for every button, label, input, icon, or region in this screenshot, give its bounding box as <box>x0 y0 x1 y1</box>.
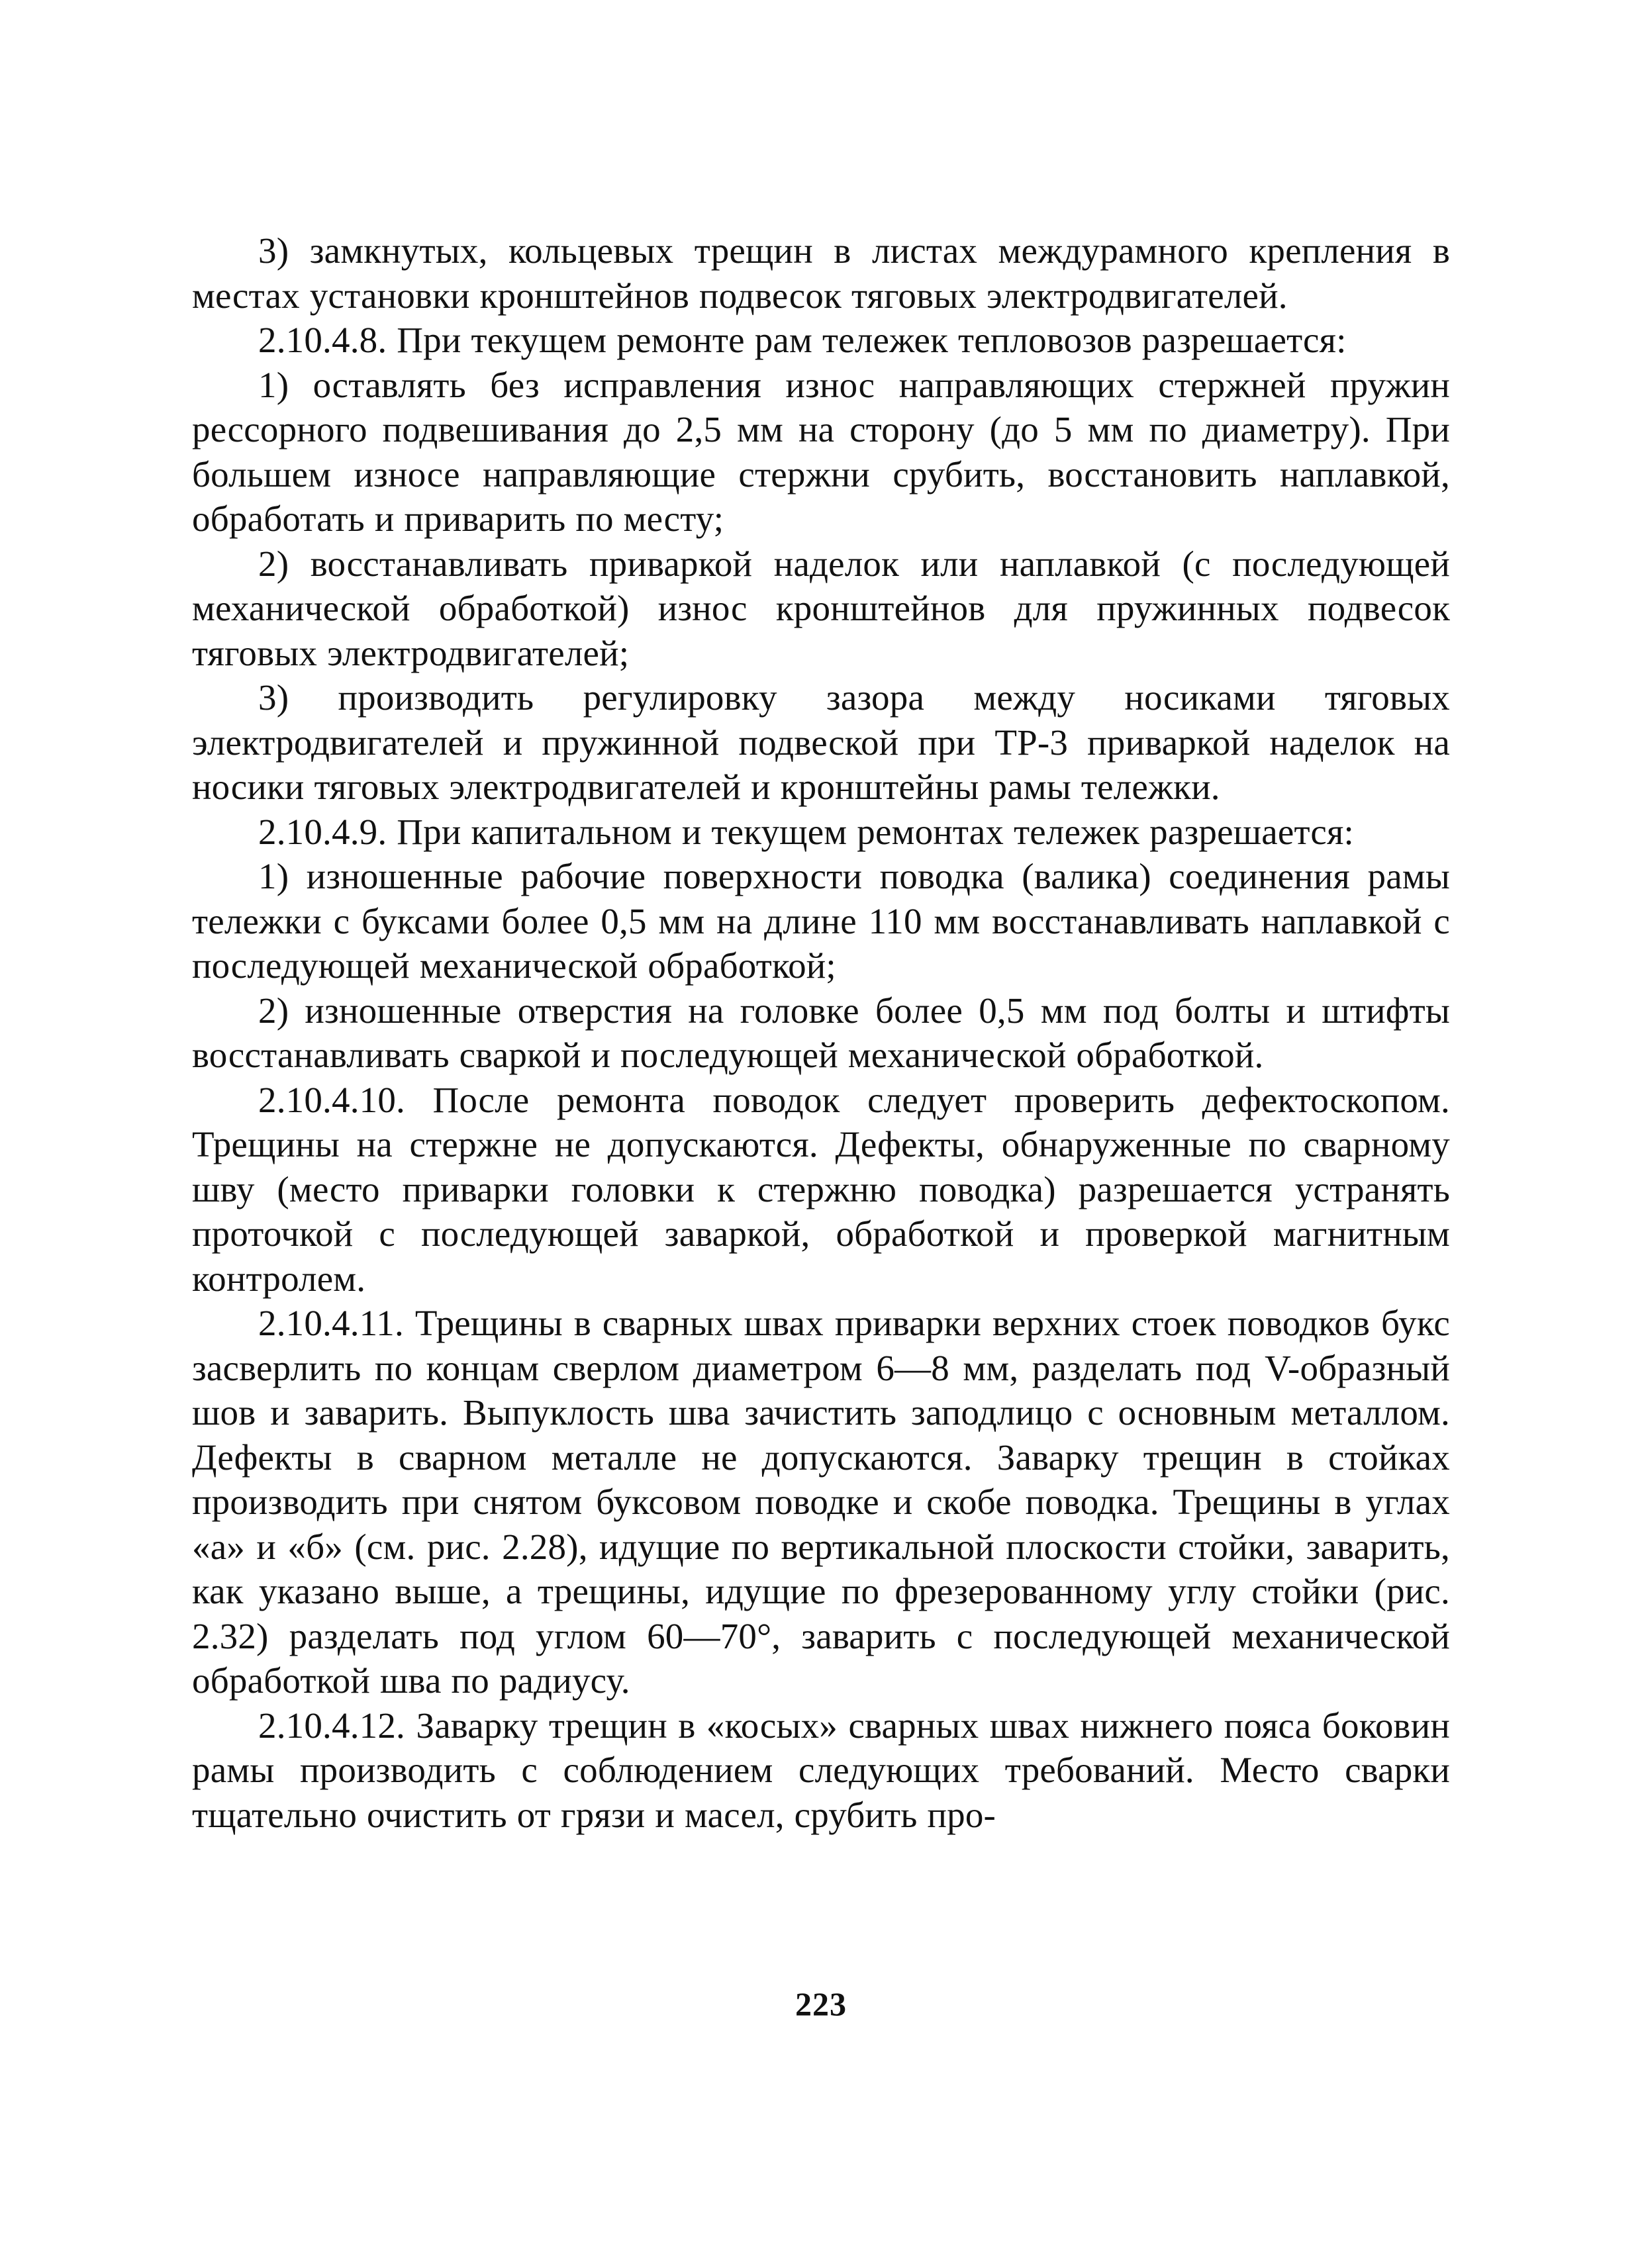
paragraph-2-10-4-10: 2.10.4.10. После ремонта поводок следует проверить дефектоскопом. Трещины на стержне не допускаются. Дефекты, обнаруженные по сварному шву (место приварки головки к стержню поводка) разрешается устранять проточкой с последующей заваркой, обработкой и проверкой магнитным контролем. <box>192 1079 1450 1299</box>
paragraph-item-1-worn-surfaces: 1) изношенные рабочие поверхности поводка (валика) соединения рамы тележки с буксами более 0,5 мм на длине 110 мм восстанавливать наплавкой с последующей механической обработкой; <box>192 856 1450 986</box>
paragraph-item-3-gap-adjustment: 3) производить регулировку зазора между носиками тяговых электродвигателей и пружинной подвеской при ТР-3 приваркой наделок на носики тяговых электродвигателей и кронштейны рамы тележки. <box>192 677 1450 807</box>
page-body <box>192 228 1450 1837</box>
paragraph-item-3-closed-cracks: 3) замкнутых, кольцевых трещин в листах междурамного крепления в местах установки кронштейнов подвесок тяговых электродвигателей. <box>192 230 1450 316</box>
paragraph-2-10-4-11: 2.10.4.11. Трещины в сварных швах приварки верхних стоек поводков букс засверлить по концам сверлом диаметром 6—8 мм, разделать под V-образный шов и заварить. Выпуклость шва зачистить заподлицо с основным металлом. Дефекты в сварном металле не допускаются. Заварку трещин в стойках производить при снятом буксовом поводке и скобе поводка. Трещины в углах «а» и «б» (см. рис. 2.28), идущие по вертикальной плоскости стойки, заварить, как указано выше, а трещины, идущие по фрезерованному углу стойки (рис. 2.32) разделать под углом 60—70°, заварить с последующей механической обработкой шва по радиусу. <box>192 1303 1450 1701</box>
paragraph-2-10-4-8: 2.10.4.8. При текущем ремонте рам тележек тепловозов разрешается: <box>258 320 1347 360</box>
page-number: 223 <box>795 1985 847 2022</box>
paragraph-2-10-4-9: 2.10.4.9. При капитальном и текущем ремонтах тележек разрешается: <box>258 811 1354 852</box>
paragraph-2-10-4-12: 2.10.4.12. Заварку трещин в «косых» сварных швах нижнего пояса боковин рамы производить с соблюдением следующих требований. Место сварки тщательно очистить от грязи и масел, срубить про- <box>192 1705 1450 1835</box>
paragraph-item-2-worn-holes: 2) изношенные отверстия на головке более 0,5 мм под болты и штифты восстанавливать сваркой и последующей механической обработкой. <box>192 990 1450 1075</box>
paragraph-item-1-guide-rods: 1) оставлять без исправления износ направляющих стержней пружин рессорного подвешивания до 2,5 мм на сторону (до 5 мм по диаметру). При большем износе направляющие стержни срубить, восстановить наплавкой, обработать и приварить по месту; <box>192 364 1450 539</box>
paragraph-item-2-brackets: 2) восстанавливать приваркой наделок или наплавкой (с последующей механической обработкой) износ кронштейнов для пружинных подвесок тяговых электродвигателей; <box>192 543 1450 673</box>
